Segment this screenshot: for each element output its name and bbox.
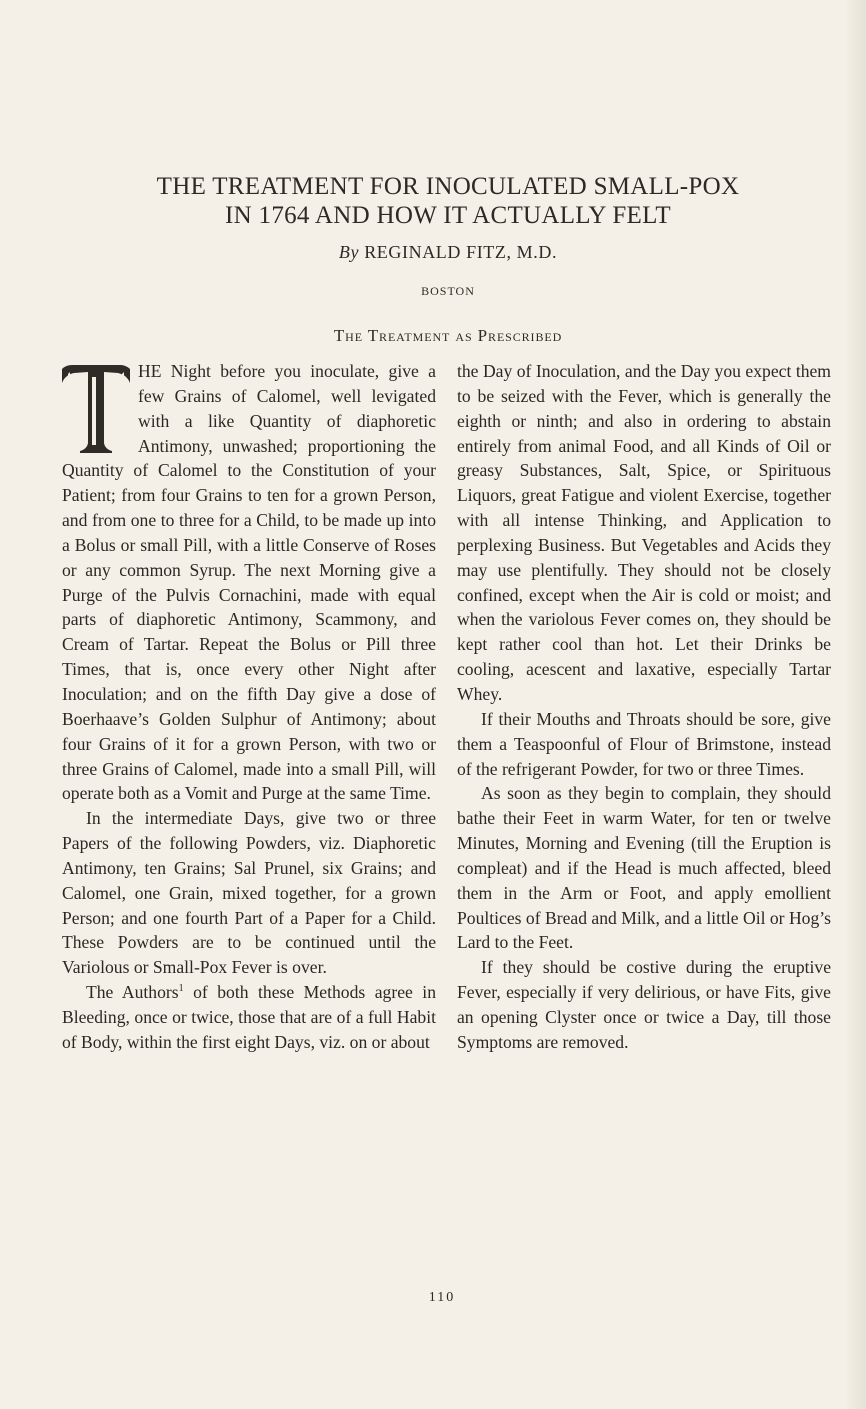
paragraph-text: The Authors <box>86 982 179 1003</box>
author-city: BOSTON <box>421 284 475 298</box>
right-column <box>457 359 831 1055</box>
paragraph <box>62 980 436 1055</box>
title-line-1: THE TREATMENT FOR INOCULATED SMALL-POX <box>156 173 740 200</box>
left-column <box>62 359 436 1055</box>
paragraph: If they should be costive during the eruptive Fever, especially if very delirious, or have Fits, give an opening Clyster once or twice a Day, till those Symptoms are removed. <box>457 957 831 1052</box>
section-heading: The Treatment as Prescribed <box>333 326 563 345</box>
title-line-2: IN 1764 AND HOW IT ACTUALLY FELT <box>225 202 671 229</box>
paragraph: In the intermediate Days, give two or three Papers of the following Powders, viz. Diaphoretic Antimony, ten Grains; Sal Prunel, six Grains; and Calomel, one Grain, mixed together, for a grown Person; and one fourth Part of a Paper for a Child. These Powders are to be continued until the Variolous or Small-Pox Fever is over. <box>62 808 436 978</box>
paragraph <box>62 359 436 806</box>
paragraph-text: HE Night before you inoculate, give a few Grains of Calomel, well levigated with a like Quantity of diaphoretic Antimony, unwashed; proportioning the Quantity of Calomel to the Constitution of your Patient; from four Grains to ten for a grown Person, and from one to three for a Child, to be made up into a Bolus or small Pill, with a little Conserve of Roses or any common Syrup. The next Morning give a Purge of the Pulvis Cornachini, made with equal parts of diaphoretic Antimony, Scammony, and Cream of Tartar. Repeat the Bolus or Pill three Times, that is, once every other Night after Inoculation; and on the fifth Day give a dose of Boerhaave’s Golden Sulphur of Antimony; about four Grains of it for a grown Person, with two or three Grains of Calomel, made into a small Pill, will operate both as a Vomit and Purge at the same Time. <box>62 361 436 804</box>
paragraph: the Day of Inoculation, and the Day you expect them to be seized with the Fever, which is generally the eighth or ninth; and also in ordering to abstain entirely from animal Food, and all Kinds of Oil or greasy Substances, Salt, Spice, or Spirituous Liquors, great Fatigue and violent Exercise, together with all intense Thinking, and Application to perplexing Business. But Vegetables and Acids they may use plentifully. They should not be closely confined, except when the Air is cold or moist; and when the variolous Fever comes on, they should be kept rather cool than hot. Let their Drinks be cooling, acescent and laxative, especially Tartar Whey. <box>457 361 831 704</box>
drop-cap-t <box>60 363 132 455</box>
paragraph: If their Mouths and Throats should be sore, give them a Teaspoonful of Flour of Brimstone, instead of the refrigerant Powder, for two or three Times. <box>457 708 831 779</box>
byline-prefix: By <box>338 242 360 262</box>
article-title <box>0 172 866 230</box>
paragraph-text: of both these Methods agree in Bleeding, once or twice, those that are of a full Habit of Body, within the first eight Days, viz. on or about <box>62 982 436 1052</box>
footnote-marker[interactable]: 1 <box>178 983 184 995</box>
byline <box>0 242 866 263</box>
author-name: REGINALD FITZ, M.D. <box>364 242 558 262</box>
page-number: 110 <box>428 1290 456 1305</box>
paragraph: As soon as they begin to complain, they should bathe their Feet in warm Water, for ten or twelve Minutes, Morning and Evening (till the Eruption is compleat) and if the Head is much affected, bleed them in the Arm or Foot, and apply emollient Poultices of Bread and Milk, and a little Oil or Hog’s Lard to the Feet. <box>457 783 831 953</box>
